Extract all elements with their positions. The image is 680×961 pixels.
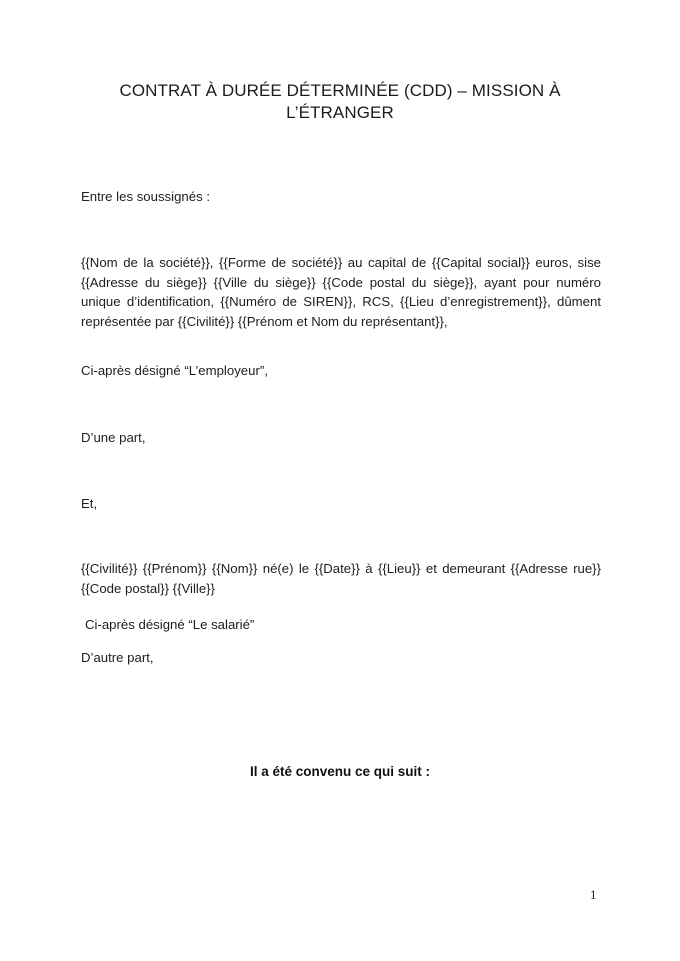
employer-designation: Ci-après désigné “L’employeur”, — [81, 363, 268, 378]
employee-paragraph: {{Civilité}} {{Prénom}} {{Nom}} né(e) le {{Date}} à {{Lieu}} et demeurant {{Adresse rue}} {{Code postal}} {{Ville}} — [81, 561, 601, 596]
employee-designation: Ci-après désigné “Le salarié” — [85, 617, 255, 632]
and-text: Et, — [81, 496, 98, 511]
document-title: CONTRAT À DURÉE DÉTERMINÉE (CDD) – MISSION À L’ÉTRANGER — [119, 81, 561, 122]
agreement-heading: Il a été convenu ce qui suit : — [249, 764, 431, 779]
employer-paragraph: {{Nom de la société}}, {{Forme de société}} au capital de {{Capital social}} euros, sise {{Adresse du siège}} {{Ville du siège}} {{Code postal du siège}}, ayant pour numéro unique d’identification, {{Numéro de SIREN}}, RCS, {{Lieu d’enregistrement}}, dûment représentée par {{Civilité}} {{Prénom et Nom du représentant}}, — [81, 255, 601, 329]
second-party-text: D’autre part, — [81, 650, 154, 665]
first-party-text: D’une part, — [81, 430, 146, 445]
intro-text: Entre les soussignés : — [81, 189, 211, 204]
page-number: 1 — [590, 887, 597, 902]
